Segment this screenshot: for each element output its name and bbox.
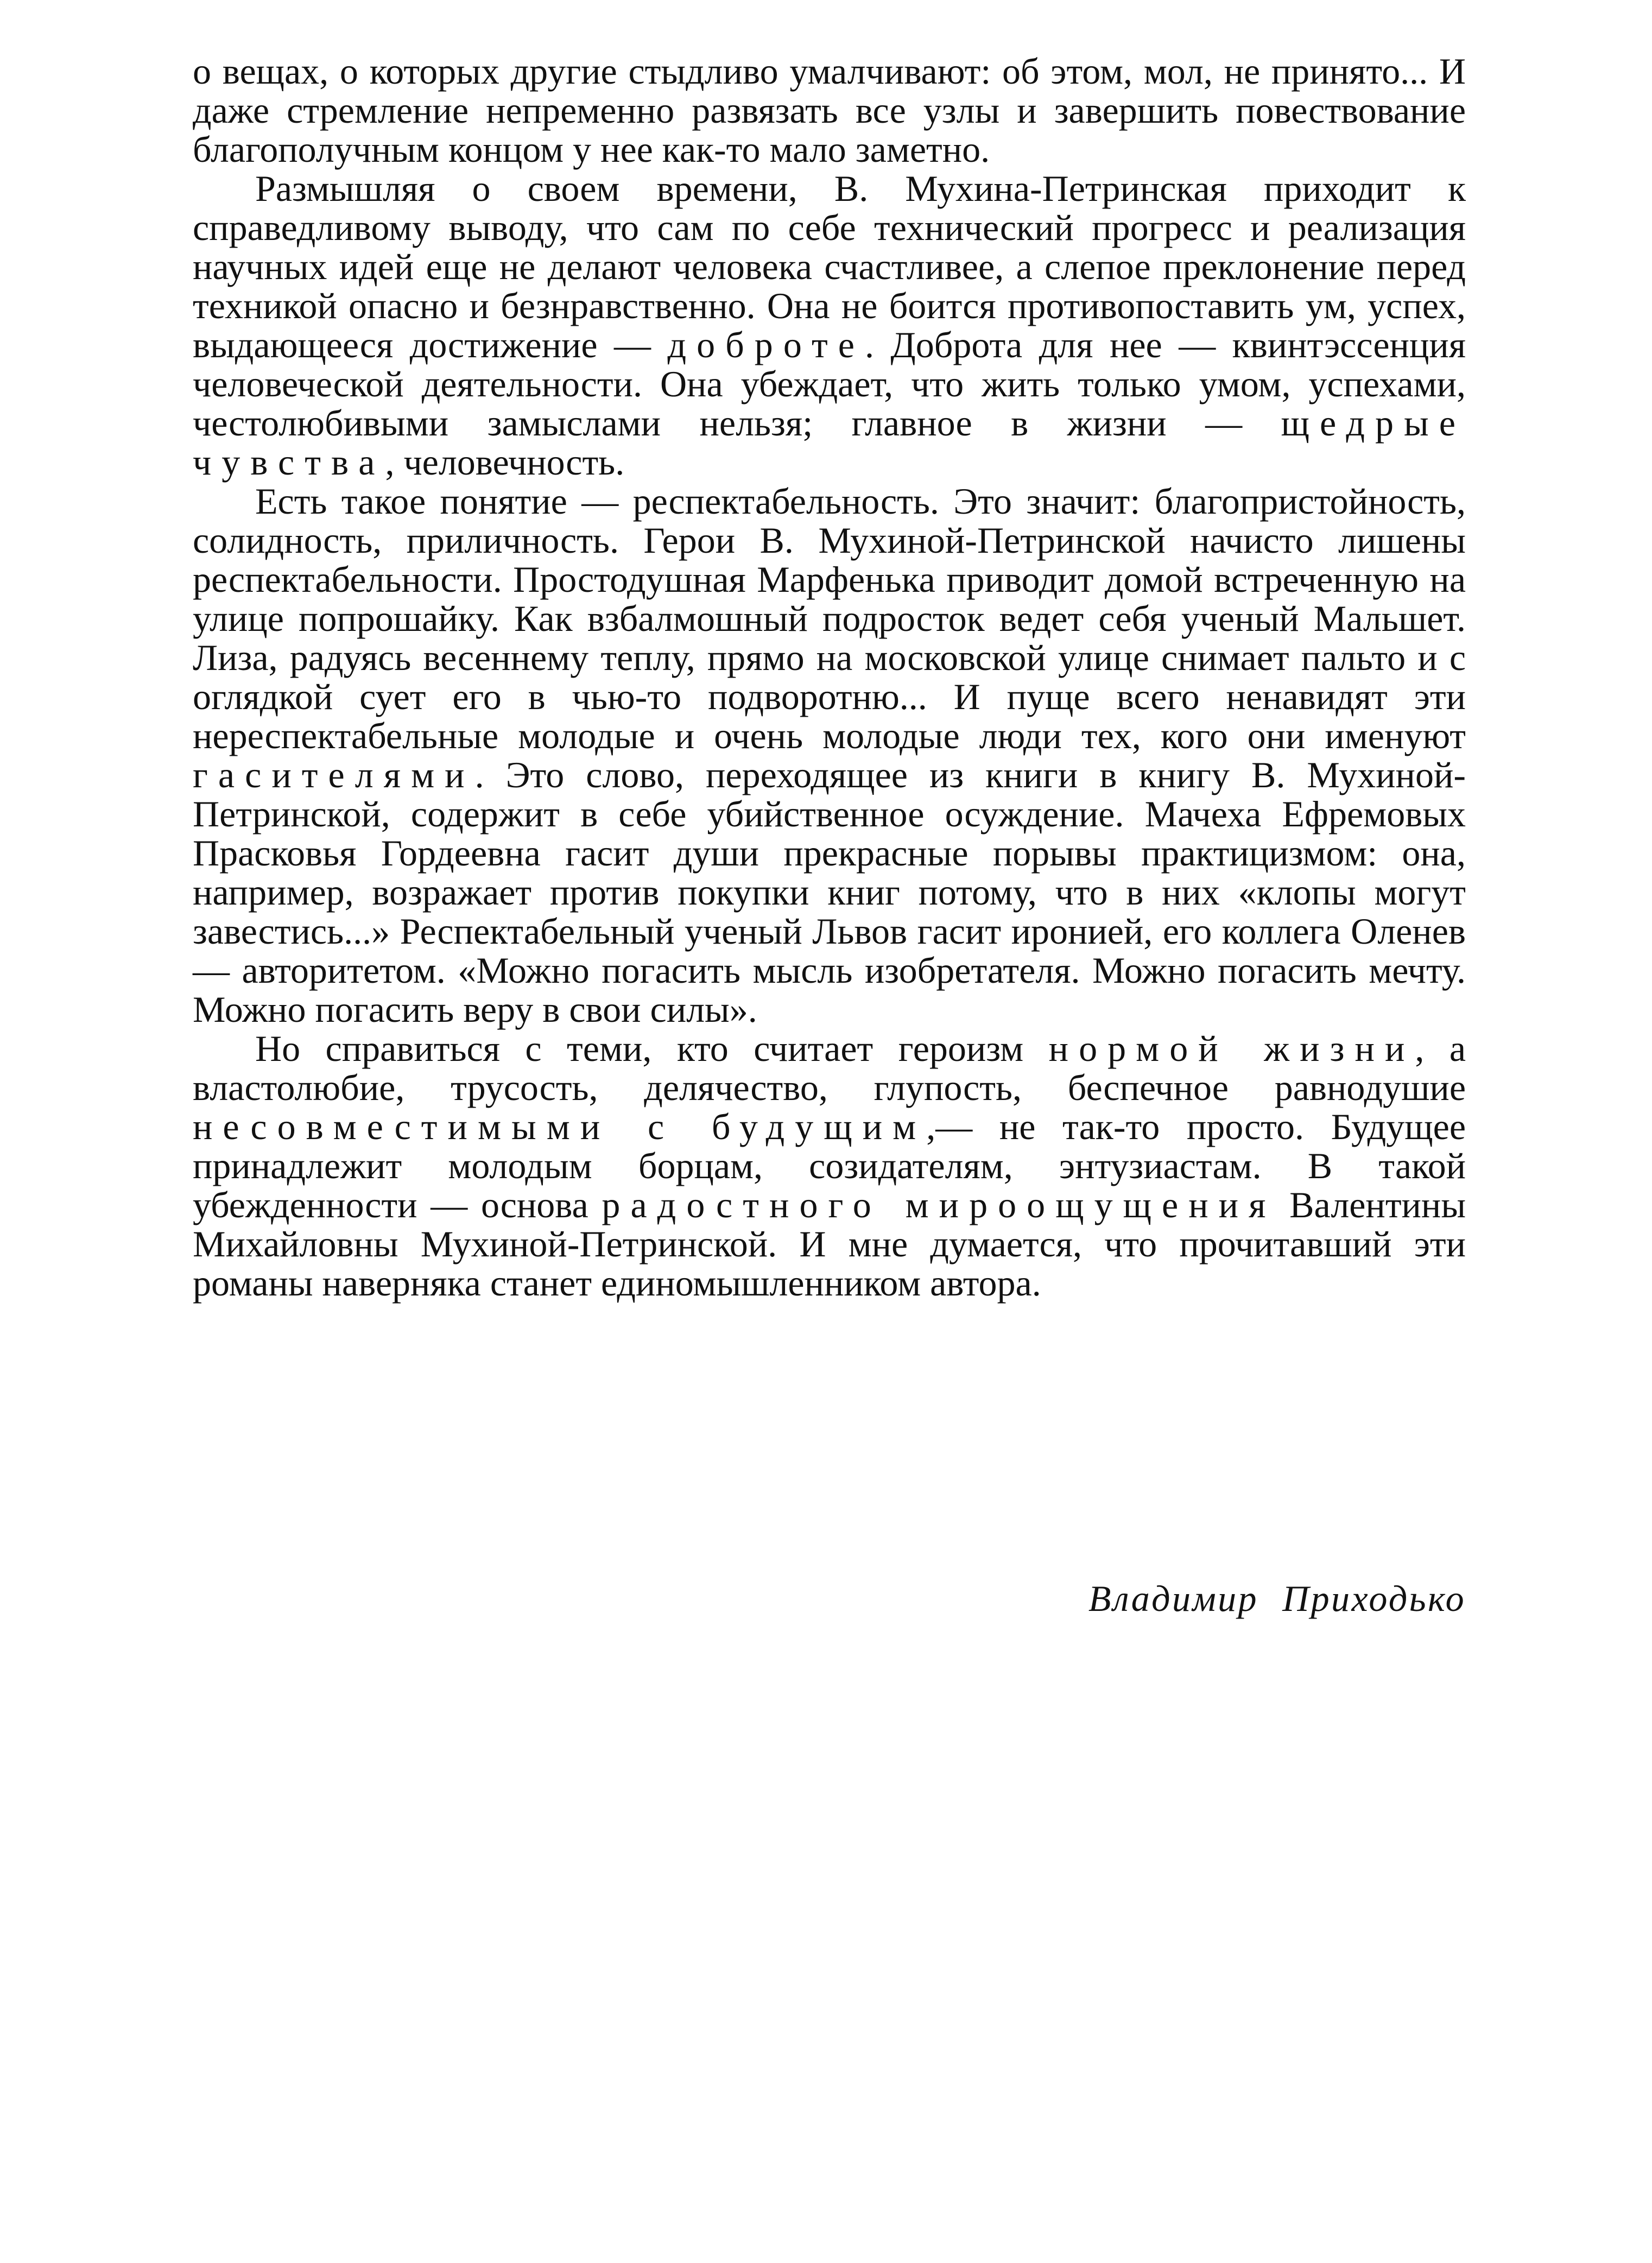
emphasis-gasitelyami: гасителями bbox=[193, 754, 475, 795]
paragraph-2 bbox=[193, 169, 1466, 482]
paragraph-1 bbox=[193, 52, 1466, 169]
paragraph-4-text-c: ,— не так-то просто. Будущее принадлежит молодым борцам, созидателям, энтузиастам. В такой убежденности — основа bbox=[193, 1106, 1466, 1225]
paragraph-4-text-b: , а властолюбие, трусость, делячество, глупость, беспечное равнодушие bbox=[193, 1028, 1466, 1108]
paragraph-4-text-d: Валентины Михайловны Мухиной-Петринской. И мне думается, что прочитавший эти романы наверняка станет единомышленником автора. bbox=[193, 1184, 1466, 1304]
emphasis-nesovmestimymi: несовместимыми с будущим bbox=[193, 1106, 927, 1147]
emphasis-radostnogo-miroshchushcheniya: радостного мироощущения bbox=[602, 1184, 1276, 1225]
author-signature: Владимир Приходько bbox=[1088, 1578, 1466, 1619]
paragraph-2-text-b: . Доброта для нее — квинтэссенция человеческой деятельности. Она убеждает, что жить только умом, успехами, честолюбивыми замыслами нельзя; главное в жизни — bbox=[193, 324, 1466, 444]
paragraph-4-text-a: Но справиться с теми, кто считает героизм bbox=[255, 1028, 1049, 1069]
paragraph-2-text-c: , человечность. bbox=[385, 441, 625, 483]
article-body bbox=[193, 52, 1466, 1303]
paragraph-2-text-a: Размышляя о своем времени, В. Мухина-Петринская приходит к справедливому выводу, что сам по себе технический прогресс и реализация научных идей еще не делают человека счастливее, а слепое преклонение перед техникой опасно и безнравственно. Она не боится противопоставить ум, успех, выдающееся достижение — bbox=[193, 168, 1466, 365]
emphasis-dobrote: доброте bbox=[667, 324, 865, 365]
paragraph-3-text-a: Есть такое понятие — респектабельность. Это значит: благопристойность, солидность, приличность. Герои В. Мухиной-Петринской начисто лишены респектабельности. Простодушная Марфенька приводит домой встреченную на улице попрошайку. Как взбалмошный подросток ведет себя ученый Мальшет. Лиза, радуясь весеннему теплу, прямо на московской улице снимает пальто и с оглядкой сует его в чью-то подворотню... И пуще всего ненавидят эти нереспектабельные молодые и очень молодые люди тех, кого они именуют bbox=[193, 481, 1466, 756]
paragraph-1-text: о вещах, о которых другие стыдливо умалчивают: об этом, мол, не принято... И даже стремление непременно развязать все узлы и завершить повествование благополучным концом у нее как-то мало заметно. bbox=[193, 50, 1466, 170]
emphasis-shchedrye-chuvstva: щедрые чувства bbox=[193, 402, 1466, 483]
paragraph-4 bbox=[193, 1029, 1466, 1303]
paragraph-3 bbox=[193, 482, 1466, 1029]
paragraph-3-text-b: . Это слово, переходящее из книги в книгу В. Мухиной-Петринской, содержит в себе убийственное осуждение. Мачеха Ефремовых Прасковья Гордеевна гасит души прекрасные порывы практицизмом: она, например, возражает против покупки книг потому, что в них «клопы могут завестись...» Респектабельный ученый Львов гасит иронией, его коллега Оленев — авторитетом. «Можно погасить мысль изобретателя. Можно погасить мечту. Можно погасить веру в свои силы». bbox=[193, 754, 1466, 1030]
document-page bbox=[193, 50, 1466, 1619]
emphasis-normoy-zhizni: нормой жизни bbox=[1048, 1028, 1415, 1069]
